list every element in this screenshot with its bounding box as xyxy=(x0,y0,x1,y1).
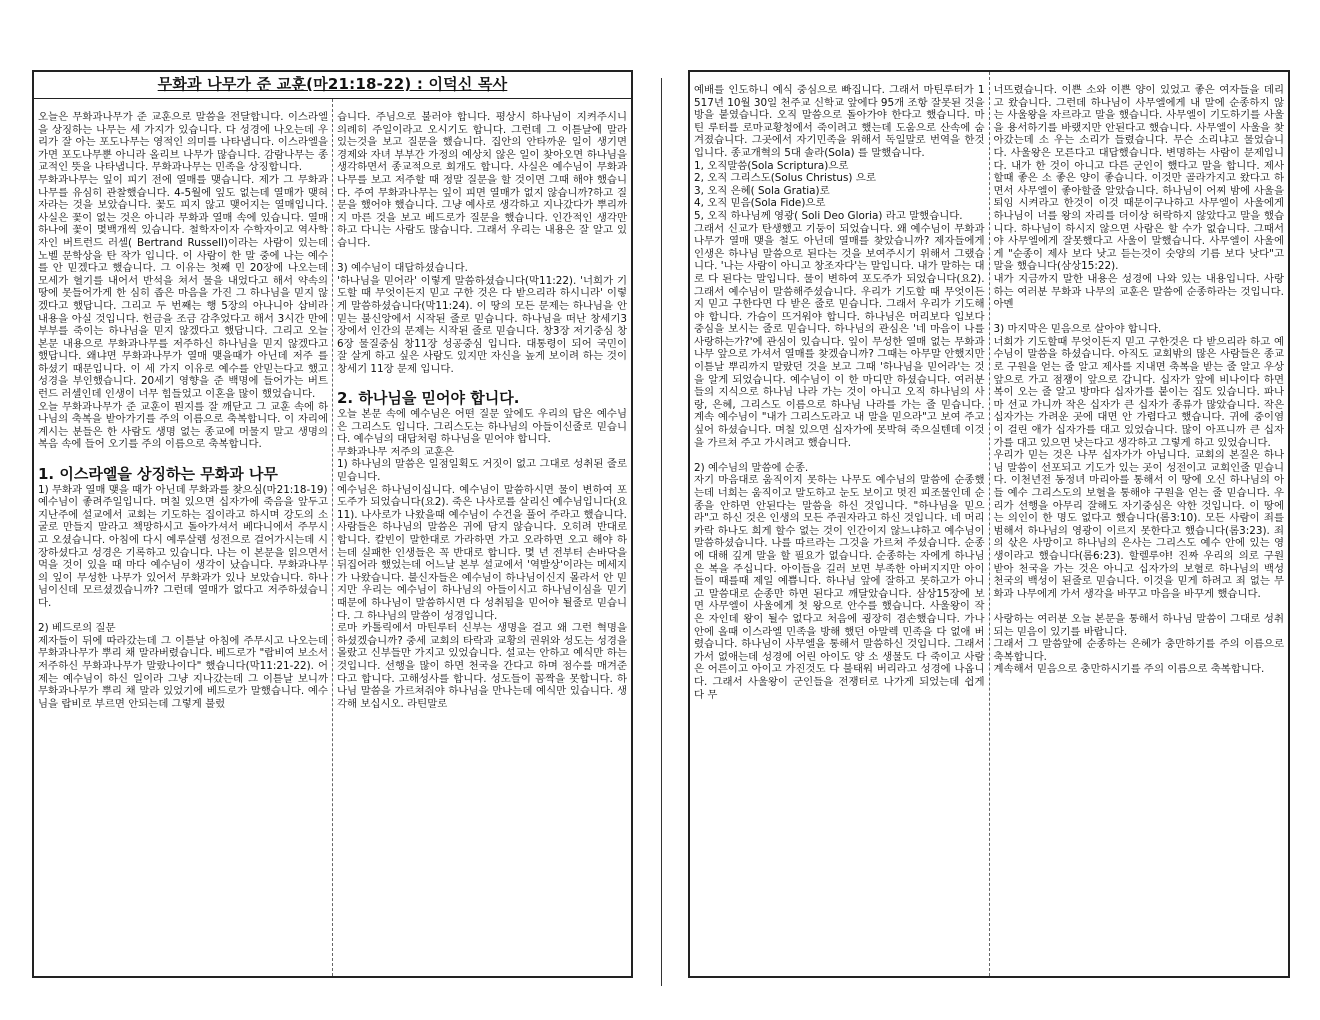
paragraph: 우리가 믿는 것은 나무 십자가가 아닙니다. 교회의 본질은 하나님 말씀이 선포되고 기도가 있는 곳이 성전이고 교회인줄 믿습니다. 이천년전 동정녀 마리아를 통해서 이 땅에 오신 하나님의 아들 예수 그리스도의 보혈을 통해야 구원을 얻는 줄 믿습니다. 우리가 선행을 아무리 잘해도 자기중심은 악한 것입니다. 이 땅에는 의인이 한 명도 없다고 했습니다(롬3:10). 모든 사람이 죄를 범해서 하나님의 영광이 이르지 못한다고 했습니다(롬3:23). 죄의 삯은 사망이고 하나님의 은사는 그리스도 예수 안에 있는 영생이라고 했습니다(롬6:23). 할렐루야! 진짜 우리의 의로 구원 받아 천국을 가는 것은 아니고 십자가의 보혈로 하나님의 백성 천국의 백성이 된줄로 믿습니다. 이것을 믿게 하려고 죄 없는 무화과 나무에게 가서 생각을 바꾸고 마음을 바꾸게 했습니다. xyxy=(993,449,1284,600)
paragraph: 오늘 본문 속에 예수님은 어떤 질문 앞에도 우리의 답은 예수님은 그리스도 입니다. 그리스도는 하나님의 아들이신줄로 믿습니다. 예수님의 대답처럼 하나님을 믿어야 합니다. xyxy=(337,408,627,446)
spacer xyxy=(38,610,328,623)
paragraph: 너뜨렸습니다. 이쁜 소와 이쁜 양이 있었고 좋은 여자들을 데리고 왔습니다. 그런데 하나님이 사무엘에게 내 말에 순종하지 않는 사울왕을 자르라고 말을 했습니다. 사무엘이 기도하기를 사울을 용서하기를 바랬지만 안된다고 했습니다. 사무엘이 사울을 찾아갔는데 소 우는 소리가 들렸습니다. 무슨 소리냐고 물었습니다. 사울왕은 모른다고 대답했습니다. 변명하는 사람이 문제입니다. 내가 한 것이 아니고 다른 군인이 했다고 말을 합니다. 제사 할때 좋은 소 좋은 양이 좋습니다. 이것만 골라가지고 왔다고 하면서 사무엘이 좋아할줄 알았습니다. 하나님이 어찌 밤에 사울을 퇴임 시켜라고 한것이 이것 때문이구나하고 사무엘이 사울에게 하나님이 너를 왕의 자리를 더이상 허락하지 않았다고 말을 했습니다. 하나님이 하시지 않으면 사람은 할 수가 없습니다. 그때서야 사무엘에게 잘못했다고 사울이 말했습니다. 사무엘이 사울에게 "순종이 제사 보다 낫고 듣는것이 숫양의 기름 보다 낫다"고 말을 했습니다(삼상15:22). xyxy=(993,84,1284,273)
column-3 xyxy=(690,72,990,976)
spacer xyxy=(337,375,627,388)
paragraph: 제자들이 뒤에 따라갔는데 그 이튿날 아침에 주무시고 나오는데 무화과나무가 뿌리 채 말라버렸습니다. 베드로가 "랍비여 보소서 저주하신 무화과나무가 말랐나이다" 했습니다(막11:21-22). 어제는 예수님이 하신 일이라 그냥 지나갔는데 그 이튿날 보니까 무화과나무가 뿌리 채 말라 있었기에 베드로가 말했습니다. 예수님을 랍비로 부르면 안되는데 그렇게 불렀 xyxy=(38,634,328,710)
paragraph: 1) 하나님의 말씀은 일점일획도 거짓이 없고 그대로 성취된 줄로 믿습니다. xyxy=(337,458,627,484)
spacer xyxy=(994,600,1285,613)
subheading: 3) 예수님이 대답하셨습니다. xyxy=(337,262,468,275)
subheading: 3) 마지막은 믿음으로 살아야 합니다. xyxy=(993,323,1162,336)
paragraph: 너희가 기도할때 무엇이든지 믿고 구한것은 다 받으리라 하고 예수님이 말씀을 하셨습니다. 아직도 교회밖의 많은 사람들은 종교로 구원을 얻는 줄 알고 제사를 지내면 축복을 받는 줄 알고 우상앞으로 가고 점쟁이 앞으로 갑니다. 십자가 앞에 비나이다 하면 복이 오는 줄 알고 방마다 십자가를 붙이는 집도 있습니다. 파나마 선교 가니까 작은 십자가 큰 십자가 종류가 많았습니다. 작은 십자가는 가려운 곳에 대면 안 가렵다고 했습니다. 귀에 중이염이 걸린 애가 십자가를 대고 있었습니다. 많이 아프니까 큰 십자가를 대고 있으면 낫는다고 생각하고 그렇게 하고 있었습니다. xyxy=(993,335,1284,449)
title-bar xyxy=(34,72,631,99)
column-4 xyxy=(990,72,1289,976)
spacer xyxy=(994,311,1285,324)
paragraph: 자기 마음대로 움직이지 못하는 나무도 예수님의 말씀에 순종했는데 너희는 움직이고 말도하고 눈도 보이고 멋진 피조물인데 순종을 안하면 안된다는 말씀을 하신 것입니다. "하나님을 믿으라"고 하신 것은 인생의 모든 주권자라고 하신 것입니다. 네 머리카락 하나도 희게 할수 없는 것이 인간이지 않느냐하고 예수님이 말씀하셨습니다. 나를 따르라는 그것을 가르쳐 주셨습니다. 순종에 대해 깊게 말을 할 필요가 없습니다. 순종하는 자에게 하나님은 복을 주십니다. 아이들을 길러 보면 부족한 아버지지만 아이들이 때를때 제일 예쁩니다. 하나님 앞에 잘하고 못하고가 아니고 말씀대로 순종만 하면 된다고 깨달았습니다. 삼상15장에 보면 사무엘이 사울에게 첫 왕으로 안수를 했습니다. 사울왕이 작은 자인데 왕이 될수 없다고 처음에 굉장히 겸손했습니다. 가나안에 올때 이스라엘 민족을 방해 했던 아말렉 민족을 다 없애 버렸습니다. 하나님이 사무엘을 통해서 말씀하신 것입니다. 그래서 가서 없애는데 성경에 어린 아이도 양 소 생물도 다 죽이고 사람은 어른이고 아이고 가진것도 다 불태워 버리라고 성경에 나옵니다. 그래서 사울왕이 군인들을 전쟁터로 나가게 되었는데 쉽게 다 무 xyxy=(694,474,985,701)
paragraph: 무화과나무는 잎이 피기 전에 열매를 맺습니다. 제가 그 무화과나무를 유심히 관찰했습니다. 4-5월에 잎도 없는데 열매가 맺혀 자라는 것을 보았습니다. 꽃도 피지 않고 맺어지는 열매입니다. 사실은 꽃이 없는 것은 아니라 무화과 열매 속에 있습니다. 열매 하나에 꽃이 몇백개씩 있습니다. 철학자이자 수학자이고 역사학자인 버트런드 러셀( Bertrand Russell)이라는 사람이 있는데 노벨 문학상을 탄 작가 입니다. 이 사람이 한 말 중에 나는 예수를 안 믿겠다고 했습니다. 그 이유는 첫째 민 20장에 나오는데 모세가 혈기를 내어서 반석을 쳐서 물을 내었다고 해서 약속의 땅에 못들어가게 한 심히 좁은 마음을 가진 그 하나님을 믿지 않겠다고 했답니다. 그리고 두 번째는 행 5장의 아나니아 삽비라 내용을 아실 것입니다. 헌금을 조금 감추었다고 해서 3시간 만에 부부를 죽이는 하나님을 믿지 않겠다고 했답니다. 그리고 오늘 본문 내용으로 무화과나무를 저주하신 하나님을 믿지 않겠다고 했답니다. 왜냐면 무화과나무가 열매 맺을때가 아닌데 저주 를 하셨기 때문입니다. 이 세 가지 이유로 예수를 안믿는다고 했고 성경을 부인했습니다. 20세기 영향을 준 백명에 들어가는 버트런드 러셀인데 인생이 너무 힘들었고 이혼을 많이 했었습니다. xyxy=(38,173,328,401)
paragraph: 습니다. 주님으로 불러야 합니다. 평상시 하나님이 지켜주시니 의례히 주일이라고 오시기도 합니다. 그런데 그 이튿날에 말라 있는것을 보고 질문을 했습니다. 집안의 안타까운 일이 생기면 경제와 자녀 부부간 가정의 예상치 않은 일이 찾아오면 하나님을 생각하면서 종교적으로 회개도 합니다. 사실은 예수님이 무화과나무를 보고 저주할 때 정말 질문을 할 것이면 그때 해야 했습니다. 주여 무화과나무는 잎이 피면 열매가 없지 않습니까?하고 질문을 했어야 했습니다. 그냥 예사로 생각하고 지나갔다가 뿌리까지 마른 것을 보고 베드로가 질문을 했습니다. 인간적인 생각만 하고 다니는 사람도 많습니다. 그래서 우리는 내용은 잘 알고 있습니다. xyxy=(337,111,627,249)
paragraph: 로마 카톨릭에서 마틴루터 신부는 생명을 걸고 왜 그런 혁명을 하셨겠습니까? 중세 교회의 타락과 교황의 권위와 성도는 성경을 몰랐고 신부들만 가지고 있었습니다. 설교는 안하고 예식만 하는 것입니다. 선행을 많이 하면 천국을 간다고 하며 점수를 매겨준다고 합니다. 고해성사를 합니다. 성도들이 꼼짝을 못합니다. 하나님 말씀을 가르쳐줘야 하나님을 만나는데 예식만 있습니다. 생각해 보십시오. 라틴말로 xyxy=(337,622,627,710)
paragraph: 오늘은 무화과나무가 준 교훈으로 말씀을 전달합니다. 이스라엘을 상징하는 나무는 세 가지가 있습니다. 다 성경에 나오는데 우리가 잘 아는 포도나무는 영적인 의미를 나타냅니다. 이스라엘을 가면 포도나무뿐 아니라 올리브 나무가 많습니다. 감람나무는 종교적인 뜻을 나타냅니다. 무화과나무는 민족을 상징합니다. xyxy=(38,111,328,174)
paragraph: 계속해서 믿음으로 충만하시기를 주의 이름으로 축복합니다. xyxy=(993,663,1265,676)
columns-right-page xyxy=(690,72,1288,976)
paragraph: '하나님을 믿어라' 이렇게 말씀하셨습니다(막11:22). '너희가 기도할 때 무엇이든지 믿고 구한 것은 다 받으리라 하시니라' 이렇게 말씀하셨습니다(막11:24). 이 땅의 모든 문제는 하나님을 안 믿는 불신앙에서 시작된 줄로 믿습니다. 하나님을 떠난 창세기3장에서 인간의 문제는 시작된 줄로 믿습니다. 창3장 저기중심 창6장 물질중심 창11장 성공중심 입니다. 대통령이 되어 국민이 잘 살게 하고 싶은 사람도 있지만 자신을 높게 보이려 하는 것이 창세기 11장 문제 입니다. xyxy=(337,274,627,375)
bulletin-page-left xyxy=(32,70,633,978)
spacer xyxy=(38,451,328,464)
list-item: 5, 오직 하나님께 영광( Soli Deo Gloria) 라고 말했습니다. xyxy=(694,209,963,222)
paragraph: 내가 지금까지 말한 내용은 성경에 나와 있는 내용입니다. 사랑하는 여러분 무화과 나무의 교훈은 말씀에 순종하라는 것입니다. 아멘 xyxy=(993,272,1284,311)
list-item: 1, 오직말씀(Sola Scriptura)으로 xyxy=(694,159,849,172)
list-item: 4, 오직 믿음(Sola Fide)으로 xyxy=(694,197,826,210)
spacer xyxy=(337,250,627,263)
paragraph: 그래서 그 말씀앞에 순종하는 은혜가 충만하기를 주의 이름으로 축복합니다. xyxy=(993,638,1284,663)
sermon-title: 무화과 나무가 준 교훈(마21:18-22) : 이덕신 목사 xyxy=(157,75,508,93)
paragraph: 사랑하는 여러분 오늘 본문을 통해서 하나님 말씀이 그대로 성취되는 믿음이 있기를 바랍니다. xyxy=(993,612,1284,638)
subheading: 2) 예수님의 말씀에 순종. xyxy=(694,461,809,474)
paragraph: 1) 무화과 열매 맺을 때가 아닌데 무화과를 찾으심(마21:18-19) xyxy=(38,483,328,496)
list-item: 2, 오직 그리스도(Solus Christus) 으로 xyxy=(694,172,876,185)
page-divider xyxy=(661,78,662,986)
section-heading-1: 1. 이스라엘을 상징하는 무화과 나무 xyxy=(38,464,278,483)
paragraph: 그래서 신교가 탄생했고 기둥이 되었습니다. 왜 예수님이 무화과나무가 열매 맺을 철도 아닌데 열매를 찾았습니까? 제자들에게 인생은 하나님 말씀으로 된다는 것을 보여주시기 위해서 그랬습니다. '나는 사람이 아니고 창조자다'는 말입니다. 내가 말하는 대로 다 된다는 말입니다. 물이 변하여 포도주가 되었습니다(요2). 그래서 예수님이 말씀해주셨습니다. 우리가 기도할 때 무엇이든지 믿고 구한다면 다 받은 줄로 믿습니다. 그래서 우리가 기도해야 합니다. 가슴이 뜨거워야 합니다. 하나님은 머리보다 입보다 중심을 보시는 줄로 믿습니다. 하나님의 관심은 '네 마음이 나를 사랑하는가?'에 관심이 있습니다. 잎이 무성한 열매 없는 무화과나무 앞으로 가셔서 열매를 찾겠습니까? 그때는 아무말 안했지만 이튿날 뿌리까지 말랐던 것을 보고 그때 '하나님을 믿어라'는 것을 알게 되었습니다. 예수님이 이 한 마디만 하셨습니다. 여러분들의 지식으로 하나님 나라 가는 것이 아니고 오직 하나님의 사랑, 은혜, 그리스도 이름으로 하나님 나라를 가는 줄 믿습니다. 계속 예수님이 "내가 그리스도라고 내 말을 믿으라"고 보여 주고 싶어 하셨습니다. 며칠 있으면 십자가에 못박혀 죽으실텐데 이것을 가르쳐 주고 가시려고 했습니다. xyxy=(694,222,985,449)
column-2 xyxy=(333,99,631,976)
spacer xyxy=(694,449,985,462)
paragraph: 예수님은 하나님이십니다. 예수님이 말씀하시면 물이 변하여 포도주가 되었습니다(요2). 죽은 나사로를 살리신 예수님입니다(요11). 나사로가 나왔을때 예수님이 수건을 풀어 주라고 했습니다. 사람들은 하나님의 말씀은 귀에 담지 않습니다. 오히려 반대로 합니다. 칼빈이 말한대로 가라하면 가고 오라하면 오고 해야 하는데 실패한 인생들은 꼭 반대로 합니다. 몇 년 전부터 손바닥을 뒤집어라 했었는데 어느날 본부 설교에서 '역발상'이라는 메세지가 나왔습니다. 불신자들은 예수님이 하나님이신지 몰라서 안 믿지만 우리는 예수님이 하나님의 아들이시고 하나님이심을 믿기 때문에 하나님이 말씀하시면 다 성취됨을 믿어야 될줄로 믿습니다. 그 하나님의 말씀이 성경입니다. xyxy=(337,483,627,622)
list-item: 3, 오직 은혜( Sola Gratia)로 xyxy=(694,184,830,197)
columns-left-page xyxy=(34,99,631,976)
subheading: 2) 베드로의 질문 xyxy=(38,622,116,635)
paragraph: 예배를 인도하니 예식 중심으로 빠집니다. 그래서 마틴루터가 1517년 10월 30일 천주교 신학교 앞에다 95개 조항 잘못된 것을 방을 붙였습니다. 오직 말씀으로 돌아가야 한다고 했습니다. 마틴 루터를 로마교황청에서 죽이려고 했는데 도움으로 산속에 숨겨졌습니다. 그곳에서 자기민족을 위해서 독일말로 번역을 한것입니다. 종교개혁의 5대 솔라(Sola) 를 말했습니다. xyxy=(694,84,985,159)
bulletin-page-right xyxy=(688,70,1290,978)
paragraph: 오늘 무화과나무가 준 교훈이 뭔지를 잘 깨닫고 그 교훈 속에 하나님의 축복을 받아가기를 주의 이름으로 축복합니다. 이 자리에 계시는 분들은 한 사람도 생명 없는 종교에 머물지 말고 생명의 복음 속에 들어 오기를 주의 이름으로 축복합니다. xyxy=(38,400,328,451)
subheading: 무화과나무 저주의 교훈은 xyxy=(337,445,455,458)
column-1 xyxy=(34,99,333,976)
section-heading-2: 2. 하나님을 믿어야 합니다. xyxy=(337,389,520,408)
paragraph: 예수님이 좋려주일입니다. 며칠 있으면 십자가에 죽음을 앞두고 지난주에 설교에서 교회는 기도하는 집이라고 하시며 강도의 소굴로 만들지 말라고 책망하시고 돌아가셔서 베다니에서 주무시고 오셨습니다. 아침에 다시 예루살렘 성전으로 걸어가시는데 시장하셨다고 성경은 기록하고 있습니다. 나는 이 본문을 읽으면서 먹을 것이 있을 때 마다 예수님이 생각이 났습니다. 무화과나무의 잎이 무성한 나무가 있어서 무화과가 있나 보았습니다. 하나님이신데 모르셨겠습니까? 그런데 열매가 없다고 저주하셨습니다. xyxy=(38,496,328,609)
